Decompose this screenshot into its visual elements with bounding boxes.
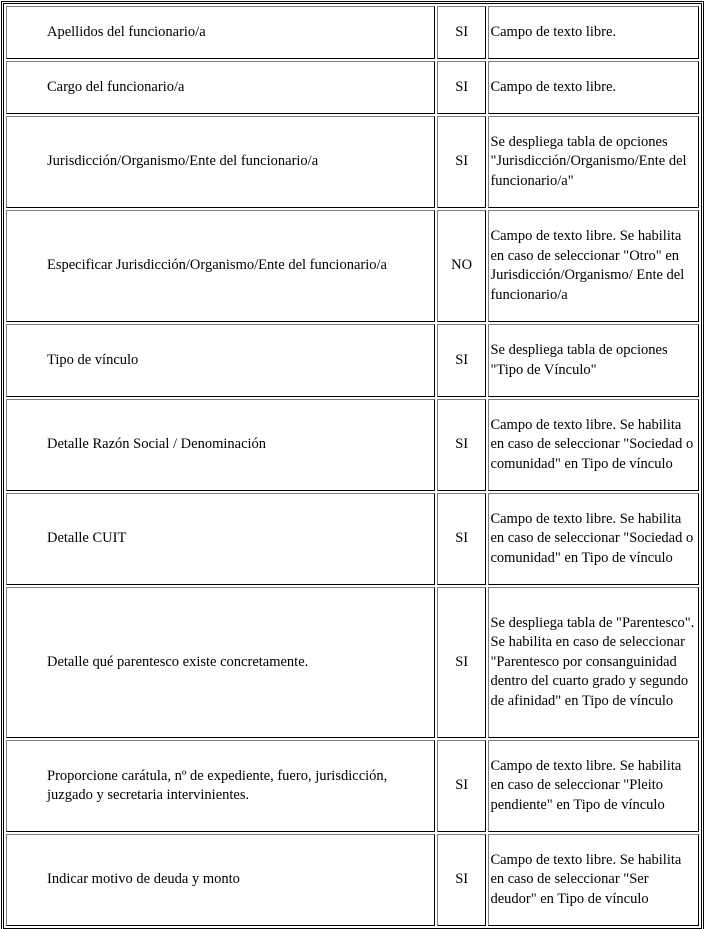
table-row	[6, 740, 699, 832]
table-row	[6, 210, 699, 322]
description-text: Se despliega tabla de "Parentesco". Se habilita en caso de seleccionar "Parentesco por consanguinidad dentro del cuarto grado y segundo de afinidad" en Tipo de vínculo	[490, 614, 695, 709]
table-row	[6, 587, 699, 738]
field-name-cell: Detalle qué parentesco existe concretamente.	[6, 587, 435, 738]
field-name-cell: Especificar Jurisdicción/Organismo/Ente del funcionario/a	[6, 210, 435, 322]
description-cell	[488, 61, 699, 114]
required-cell: SI	[437, 6, 487, 59]
description-text: Campo de texto libre.	[490, 78, 617, 95]
description-cell	[488, 587, 699, 738]
table-row	[6, 6, 699, 59]
required-cell: SI	[437, 493, 487, 585]
description-text: Campo de texto libre. Se habilita en caso de seleccionar "Sociedad o comunidad" en Tipo de vínculo	[490, 510, 694, 566]
fields-table	[3, 3, 702, 929]
table-row	[6, 116, 699, 208]
required-cell: SI	[437, 61, 487, 114]
table-row	[6, 493, 699, 585]
description-text: Campo de texto libre. Se habilita en caso de seleccionar "Sociedad o comunidad" en Tipo de vínculo	[490, 416, 694, 472]
description-text: Campo de texto libre. Se habilita en caso de seleccionar "Ser deudor" en Tipo de vínculo	[490, 851, 682, 907]
field-name-cell: Indicar motivo de deuda y monto	[6, 834, 435, 926]
required-cell: SI	[437, 324, 487, 397]
description-text: Campo de texto libre. Se habilita en caso de seleccionar "Pleito pendiente" en Tipo de vínculo	[490, 757, 682, 813]
description-cell	[488, 740, 699, 832]
field-name-cell: Cargo del funcionario/a	[6, 61, 435, 114]
table-row	[6, 399, 699, 491]
required-cell: SI	[437, 116, 487, 208]
description-text: Se despliega tabla de opciones "Tipo de Vínculo"	[490, 342, 668, 378]
field-name-cell: Jurisdicción/Organismo/Ente del funcionario/a	[6, 116, 435, 208]
required-cell: SI	[437, 587, 487, 738]
required-cell: SI	[437, 834, 487, 926]
field-name-cell: Proporcione carátula, nº de expediente, fuero, jurisdicción, juzgado y secretaria intervinientes.	[6, 740, 435, 832]
field-name-cell: Detalle CUIT	[6, 493, 435, 585]
description-text: Se despliega tabla de opciones "Jurisdicción/Organismo/Ente del funcionario/a"	[490, 133, 687, 189]
description-cell	[488, 210, 699, 322]
table-row	[6, 324, 699, 397]
description-cell	[488, 399, 699, 491]
field-name-cell: Detalle Razón Social / Denominación	[6, 399, 435, 491]
description-text: Campo de texto libre. Se habilita en caso de seleccionar "Otro" en Jurisdicción/Organismo/ Ente del funcionario/a	[490, 228, 685, 303]
field-name-cell: Apellidos del funcionario/a	[6, 6, 435, 59]
required-cell: SI	[437, 399, 487, 491]
description-cell	[488, 324, 699, 397]
table-row	[6, 61, 699, 114]
description-cell	[488, 493, 699, 585]
description-cell	[488, 6, 699, 59]
description-cell	[488, 116, 699, 208]
required-cell: SI	[437, 740, 487, 832]
required-cell: NO	[437, 210, 487, 322]
description-cell	[488, 834, 699, 926]
field-name-cell: Tipo de vínculo	[6, 324, 435, 397]
description-text: Campo de texto libre.	[490, 23, 617, 40]
table-row	[6, 834, 699, 926]
document-page	[3, 3, 702, 929]
